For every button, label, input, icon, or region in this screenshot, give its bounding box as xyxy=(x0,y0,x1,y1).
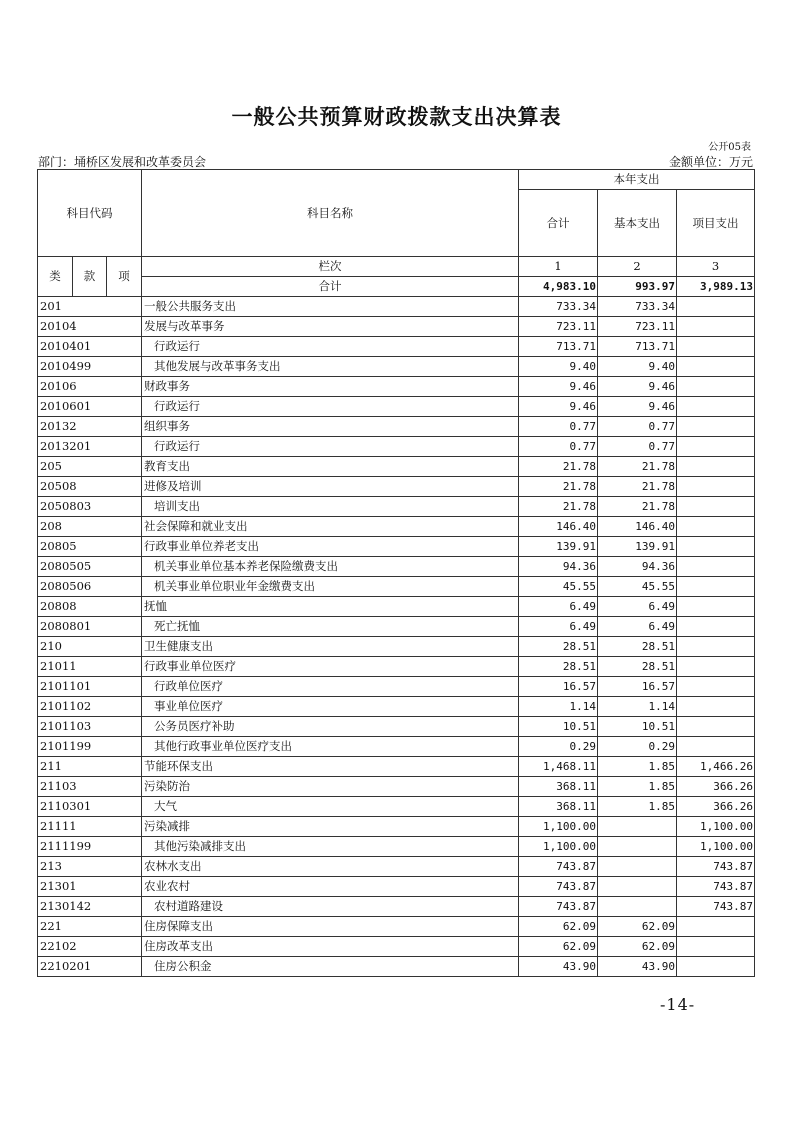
row-project: 1,100.00 xyxy=(677,817,755,837)
row-total: 16.57 xyxy=(519,677,598,697)
row-code: 21301 xyxy=(38,877,142,897)
row-code: 2101199 xyxy=(38,737,142,757)
row-name: 污染减排 xyxy=(142,817,519,837)
table-row xyxy=(38,797,755,817)
row-total: 28.51 xyxy=(519,637,598,657)
row-code: 21111 xyxy=(38,817,142,837)
row-name: 组织事务 xyxy=(142,417,519,437)
row-name: 污染防治 xyxy=(142,777,519,797)
table-row xyxy=(38,337,755,357)
row-name: 农林水支出 xyxy=(142,857,519,877)
lanci-label: 栏次 xyxy=(142,257,519,277)
row-project xyxy=(677,657,755,677)
header-total: 合计 xyxy=(519,190,598,257)
row-name: 大气 xyxy=(142,797,519,817)
row-code: 211 xyxy=(38,757,142,777)
form-code: 公开05表 xyxy=(708,142,751,153)
table-row xyxy=(38,757,755,777)
row-code: 2210201 xyxy=(38,957,142,977)
row-project xyxy=(677,297,755,317)
row-name: 农村道路建设 xyxy=(142,897,519,917)
row-total: 62.09 xyxy=(519,917,598,937)
row-name: 进修及培训 xyxy=(142,477,519,497)
row-code: 2130142 xyxy=(38,897,142,917)
row-basic: 28.51 xyxy=(598,657,677,677)
row-basic: 733.34 xyxy=(598,297,677,317)
row-code: 20104 xyxy=(38,317,142,337)
row-name: 行政运行 xyxy=(142,397,519,417)
row-code: 2010401 xyxy=(38,337,142,357)
row-basic: 21.78 xyxy=(598,457,677,477)
row-basic: 28.51 xyxy=(598,637,677,657)
row-total: 1,100.00 xyxy=(519,837,598,857)
row-total: 62.09 xyxy=(519,937,598,957)
row-project xyxy=(677,677,755,697)
table-row xyxy=(38,937,755,957)
header-subject-code: 科目代码 xyxy=(38,170,142,257)
row-name: 农业农村 xyxy=(142,877,519,897)
row-project xyxy=(677,497,755,517)
row-name: 发展与改革事务 xyxy=(142,317,519,337)
row-name: 节能环保支出 xyxy=(142,757,519,777)
row-basic: 139.91 xyxy=(598,537,677,557)
row-total: 21.78 xyxy=(519,477,598,497)
row-basic: 45.55 xyxy=(598,577,677,597)
row-project xyxy=(677,457,755,477)
page-title: 一般公共预算财政拨款支出决算表 xyxy=(231,105,562,129)
row-project xyxy=(677,537,755,557)
row-name: 行政事业单位养老支出 xyxy=(142,537,519,557)
header-basic-expenditure: 基本支出 xyxy=(598,190,677,257)
row-basic: 10.51 xyxy=(598,717,677,737)
table-row xyxy=(38,577,755,597)
table-row xyxy=(38,317,755,337)
row-total: 368.11 xyxy=(519,777,598,797)
row-name: 社会保障和就业支出 xyxy=(142,517,519,537)
row-project xyxy=(677,317,755,337)
row-code: 2013201 xyxy=(38,437,142,457)
row-total: 368.11 xyxy=(519,797,598,817)
row-code: 20805 xyxy=(38,537,142,557)
row-code: 20132 xyxy=(38,417,142,437)
row-basic: 0.29 xyxy=(598,737,677,757)
table-row xyxy=(38,837,755,857)
row-project xyxy=(677,917,755,937)
row-code: 213 xyxy=(38,857,142,877)
row-basic: 62.09 xyxy=(598,917,677,937)
table-row xyxy=(38,597,755,617)
lanci-3: 3 xyxy=(677,257,755,277)
row-project xyxy=(677,357,755,377)
row-total: 1,468.11 xyxy=(519,757,598,777)
row-basic: 9.40 xyxy=(598,357,677,377)
row-total: 10.51 xyxy=(519,717,598,737)
table-row xyxy=(38,377,755,397)
row-code: 2010601 xyxy=(38,397,142,417)
row-basic xyxy=(598,877,677,897)
row-code: 20508 xyxy=(38,477,142,497)
row-name: 一般公共服务支出 xyxy=(142,297,519,317)
row-basic: 723.11 xyxy=(598,317,677,337)
table-row xyxy=(38,817,755,837)
row-name: 其他污染减排支出 xyxy=(142,837,519,857)
header-kuan: 款 xyxy=(73,257,107,297)
row-name: 教育支出 xyxy=(142,457,519,477)
row-project xyxy=(677,337,755,357)
row-total: 1.14 xyxy=(519,697,598,717)
row-project xyxy=(677,577,755,597)
total-row-project: 3,989.13 xyxy=(677,277,755,297)
row-basic xyxy=(598,837,677,857)
row-project xyxy=(677,717,755,737)
row-name: 机关事业单位职业年金缴费支出 xyxy=(142,577,519,597)
table-row xyxy=(38,537,755,557)
row-project: 743.87 xyxy=(677,897,755,917)
table-row xyxy=(38,497,755,517)
row-total: 6.49 xyxy=(519,617,598,637)
row-total: 0.77 xyxy=(519,417,598,437)
lanci-2: 2 xyxy=(598,257,677,277)
row-total: 21.78 xyxy=(519,497,598,517)
row-project: 366.26 xyxy=(677,797,755,817)
row-basic: 16.57 xyxy=(598,677,677,697)
header-lei: 类 xyxy=(38,257,73,297)
row-code: 20808 xyxy=(38,597,142,617)
amount-unit-label: 金额单位：万元 xyxy=(668,155,753,169)
row-name: 抚恤 xyxy=(142,597,519,617)
row-code: 2050803 xyxy=(38,497,142,517)
row-code: 21011 xyxy=(38,657,142,677)
row-total: 743.87 xyxy=(519,877,598,897)
row-project xyxy=(677,517,755,537)
row-basic: 1.14 xyxy=(598,697,677,717)
row-basic: 6.49 xyxy=(598,617,677,637)
row-basic: 1.85 xyxy=(598,777,677,797)
row-basic: 43.90 xyxy=(598,957,677,977)
row-project: 1,466.26 xyxy=(677,757,755,777)
row-code: 2080801 xyxy=(38,617,142,637)
row-basic: 713.71 xyxy=(598,337,677,357)
row-code: 221 xyxy=(38,917,142,937)
row-project xyxy=(677,477,755,497)
row-project: 743.87 xyxy=(677,877,755,897)
table-row xyxy=(38,877,755,897)
row-name: 行政事业单位医疗 xyxy=(142,657,519,677)
table-row xyxy=(38,357,755,377)
header-subject-name: 科目名称 xyxy=(142,170,519,257)
row-name: 机关事业单位基本养老保险缴费支出 xyxy=(142,557,519,577)
row-name: 公务员医疗补助 xyxy=(142,717,519,737)
table-row xyxy=(38,677,755,697)
row-total: 743.87 xyxy=(519,897,598,917)
row-project xyxy=(677,397,755,417)
row-basic: 146.40 xyxy=(598,517,677,537)
total-row-basic: 993.97 xyxy=(598,277,677,297)
row-code: 2080505 xyxy=(38,557,142,577)
row-project xyxy=(677,957,755,977)
row-basic: 94.36 xyxy=(598,557,677,577)
row-basic: 0.77 xyxy=(598,437,677,457)
row-basic: 1.85 xyxy=(598,797,677,817)
row-total: 94.36 xyxy=(519,557,598,577)
row-code: 210 xyxy=(38,637,142,657)
table-row xyxy=(38,297,755,317)
row-total: 1,100.00 xyxy=(519,817,598,837)
row-basic: 9.46 xyxy=(598,377,677,397)
row-total: 9.46 xyxy=(519,377,598,397)
row-name: 卫生健康支出 xyxy=(142,637,519,657)
row-project xyxy=(677,617,755,637)
table-row xyxy=(38,957,755,977)
row-project xyxy=(677,637,755,657)
row-name: 住房公积金 xyxy=(142,957,519,977)
row-name: 行政运行 xyxy=(142,437,519,457)
table-row xyxy=(38,417,755,437)
row-basic xyxy=(598,897,677,917)
row-basic: 21.78 xyxy=(598,497,677,517)
row-project xyxy=(677,377,755,397)
row-name: 其他行政事业单位医疗支出 xyxy=(142,737,519,757)
row-project xyxy=(677,437,755,457)
table-row xyxy=(38,397,755,417)
header-current-year-expenditure: 本年支出 xyxy=(519,170,755,190)
row-name: 事业单位医疗 xyxy=(142,697,519,717)
row-total: 6.49 xyxy=(519,597,598,617)
row-code: 21103 xyxy=(38,777,142,797)
row-basic: 62.09 xyxy=(598,937,677,957)
row-total: 713.71 xyxy=(519,337,598,357)
row-code: 2010499 xyxy=(38,357,142,377)
row-code: 2101103 xyxy=(38,717,142,737)
row-total: 0.77 xyxy=(519,437,598,457)
total-row-label: 合计 xyxy=(142,277,519,297)
row-code: 2101101 xyxy=(38,677,142,697)
row-project xyxy=(677,557,755,577)
row-name: 死亡抚恤 xyxy=(142,617,519,637)
row-basic: 21.78 xyxy=(598,477,677,497)
header-project-expenditure: 项目支出 xyxy=(677,190,755,257)
header-xiang: 项 xyxy=(107,257,142,297)
table-row xyxy=(38,697,755,717)
table-row xyxy=(38,717,755,737)
row-project xyxy=(677,737,755,757)
row-name: 培训支出 xyxy=(142,497,519,517)
total-row-total: 4,983.10 xyxy=(519,277,598,297)
row-code: 208 xyxy=(38,517,142,537)
table-row xyxy=(38,737,755,757)
row-code: 20106 xyxy=(38,377,142,397)
row-code: 2101102 xyxy=(38,697,142,717)
row-name: 财政事务 xyxy=(142,377,519,397)
department-label: 部门：埇桥区发展和改革委员会 xyxy=(38,155,207,169)
row-project xyxy=(677,597,755,617)
row-code: 2111199 xyxy=(38,837,142,857)
expenditure-table xyxy=(37,169,755,977)
row-name: 其他发展与改革事务支出 xyxy=(142,357,519,377)
row-project: 366.26 xyxy=(677,777,755,797)
row-code: 205 xyxy=(38,457,142,477)
table-row xyxy=(38,917,755,937)
row-basic: 6.49 xyxy=(598,597,677,617)
table-row xyxy=(38,557,755,577)
row-name: 住房保障支出 xyxy=(142,917,519,937)
row-name: 行政运行 xyxy=(142,337,519,357)
row-total: 139.91 xyxy=(519,537,598,557)
table-row xyxy=(38,477,755,497)
table-row xyxy=(38,517,755,537)
table-row xyxy=(38,457,755,477)
row-total: 723.11 xyxy=(519,317,598,337)
row-total: 43.90 xyxy=(519,957,598,977)
row-project xyxy=(677,417,755,437)
row-total: 21.78 xyxy=(519,457,598,477)
row-project: 743.87 xyxy=(677,857,755,877)
row-project: 1,100.00 xyxy=(677,837,755,857)
page-number: -14- xyxy=(660,995,696,1014)
row-total: 733.34 xyxy=(519,297,598,317)
row-name: 住房改革支出 xyxy=(142,937,519,957)
table-row xyxy=(38,437,755,457)
row-total: 743.87 xyxy=(519,857,598,877)
row-code: 2080506 xyxy=(38,577,142,597)
table-row xyxy=(38,637,755,657)
table-row xyxy=(38,657,755,677)
row-basic xyxy=(598,857,677,877)
table-row xyxy=(38,857,755,877)
table-row xyxy=(38,897,755,917)
row-code: 201 xyxy=(38,297,142,317)
row-total: 0.29 xyxy=(519,737,598,757)
row-total: 45.55 xyxy=(519,577,598,597)
row-total: 9.46 xyxy=(519,397,598,417)
lanci-1: 1 xyxy=(519,257,598,277)
row-total: 28.51 xyxy=(519,657,598,677)
row-total: 9.40 xyxy=(519,357,598,377)
row-total: 146.40 xyxy=(519,517,598,537)
row-basic: 0.77 xyxy=(598,417,677,437)
row-project xyxy=(677,937,755,957)
row-basic: 9.46 xyxy=(598,397,677,417)
table-row xyxy=(38,617,755,637)
row-code: 22102 xyxy=(38,937,142,957)
row-name: 行政单位医疗 xyxy=(142,677,519,697)
row-basic: 1.85 xyxy=(598,757,677,777)
row-basic xyxy=(598,817,677,837)
row-project xyxy=(677,697,755,717)
table-row xyxy=(38,777,755,797)
row-code: 2110301 xyxy=(38,797,142,817)
